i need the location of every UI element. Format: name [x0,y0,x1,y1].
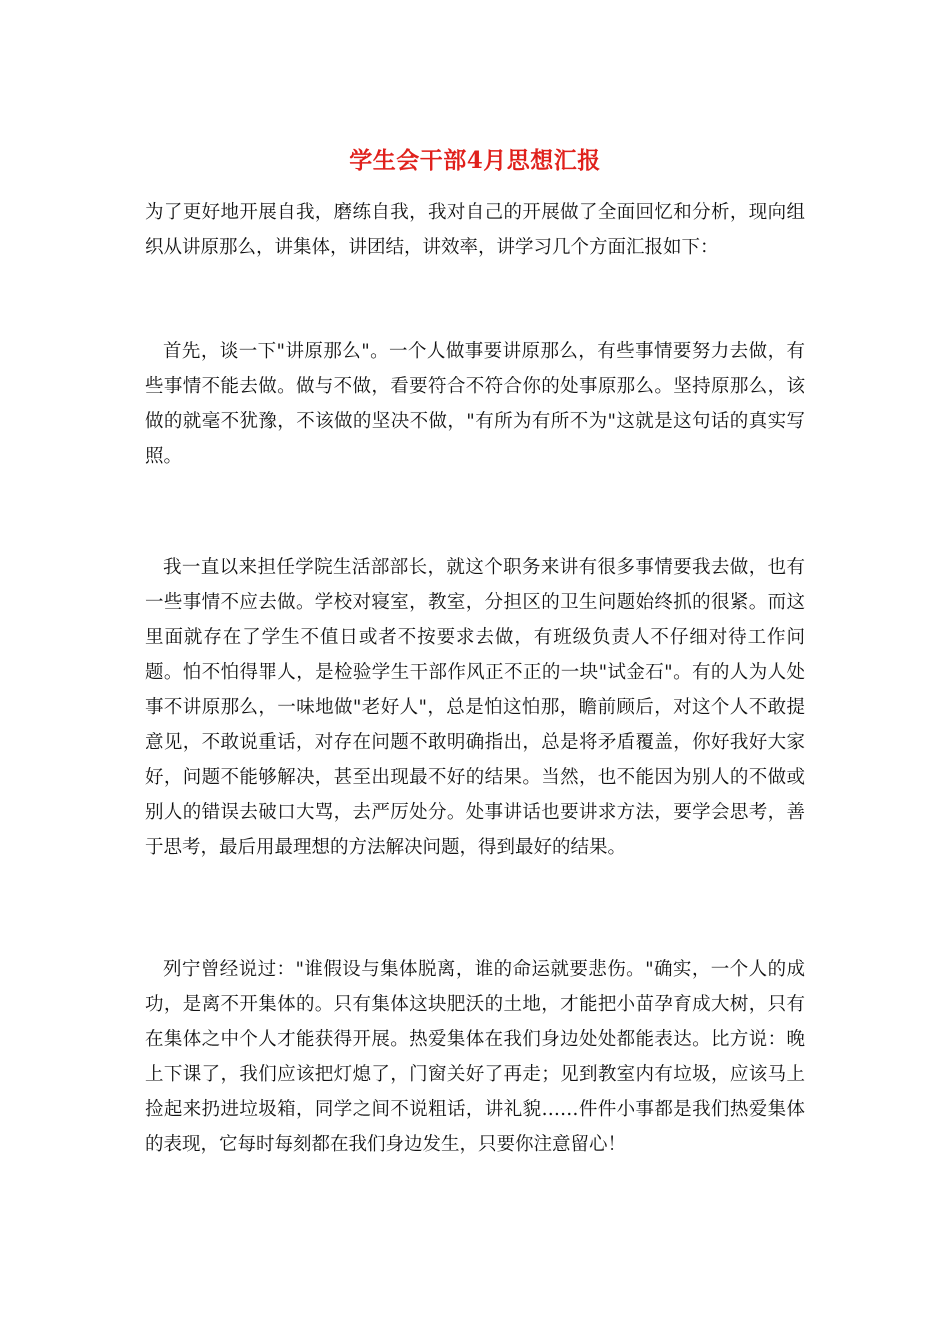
paragraph-collective: 列宁曾经说过："谁假设与集体脱离，谁的命运就要悲伤。"确实，一个人的成功，是离不开集体的。只有集体这块肥沃的土地，才能把小苗孕育成大树，只有在集体之中个人才能获得开展。热爱集体在我们身边处处都能表达。比方说：晚上下课了，我们应该把灯熄了，门窗关好了再走；见到教室内有垃圾，应该马上捡起来扔进垃圾箱，同学之间不说粗话，讲礼貌……件件小事都是我们热爱集体的表现，它每时每刻都在我们身边发生，只要你注意留心！ [145,959,805,1155]
paragraph-intro: 为了更好地开展自我，磨练自我，我对自己的开展做了全面回忆和分析，现向组织从讲原那么，讲集体，讲团结，讲效率，讲学习几个方面汇报如下： [145,202,805,258]
paragraph-life-department: 我一直以来担任学院生活部部长，就这个职务来讲有很多事情要我去做，也有一些事情不应去做。学校对寝室，教室，分担区的卫生问题始终抓的很紧。而这里面就存在了学生不值日或者不按要求去做，有班级负责人不仔细对待工作问题。怕不怕得罪人，是检验学生干部作风正不正的一块"试金石"。有的人为人处事不讲原那么，一味地做"老好人"，总是怕这怕那，瞻前顾后，对这个人不敢提意见，不敢说重话，对存在问题不敢明确指出，总是将矛盾覆盖，你好我好大家好，问题不能够解决，甚至出现最不好的结果。当然，也不能因为别人的不做或别人的错误去破口大骂，去严厉处分。处事讲话也要讲求方法，要学会思考，善于思考，最后用最理想的方法解决问题，得到最好的结果。 [145,557,805,858]
paragraph-principle: 首先，谈一下"讲原那么"。一个人做事要讲原那么，有些事情要努力去做，有些事情不能去做。做与不做，看要符合不符合你的处事原那么。坚持原那么，该做的就毫不犹豫，不该做的坚决不做，"有所为有所不为"这就是这句话的真实写照。 [145,341,805,467]
document-title: 学生会干部4月思想汇报 [349,147,601,174]
